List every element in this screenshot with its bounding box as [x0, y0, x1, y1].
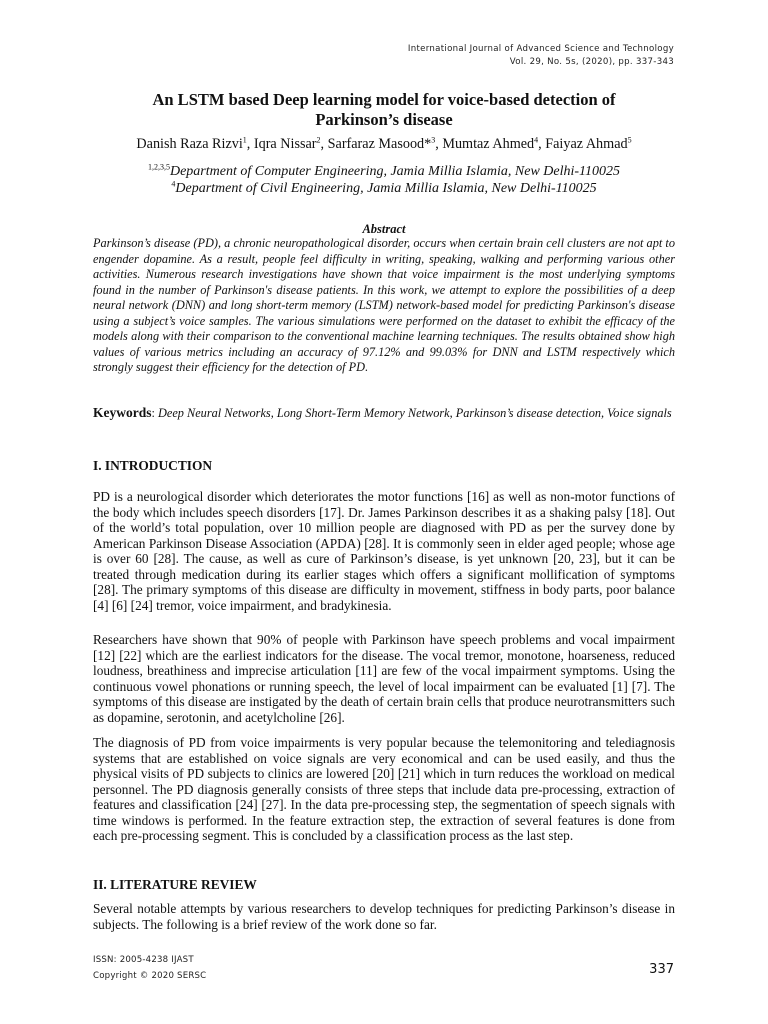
affiliation-text: Department of Civil Engineering, Jamia Millia Islamia, New Delhi-110025 — [175, 181, 597, 196]
literature-paragraph-1: Several notable attempts by various researchers to develop techniques for predicting Parkinson’s disease in subjects. The following is a brief review of the work done so far. — [93, 901, 675, 932]
title-line-1: An LSTM based Deep learning model for voice-based detection of — [152, 90, 616, 109]
affiliation-text: Department of Computer Engineering, Jamia Millia Islamia, New Delhi-110025 — [169, 164, 621, 179]
intro-paragraph-2: Researchers have shown that 90% of people with Parkinson have speech problems and vocal impairment [12] [22] which are the earliest indicators for the disease. The vocal tremor, monotone, hoarseness, reduced loudness, breathiness and imprecise articulation [11] are few of the vocal impairment symptoms. Using the continuous vowel phonations or running speech, the level of local impairment can be evaluated [1] [7]. The symptoms of this disease are instigated by the death of certain brain cells that produce neurotransmitters such as dopamine, serotonin, and acetylcholine [26]. — [93, 632, 675, 725]
issn: ISSN: 2005-4238 IJAST — [93, 955, 194, 965]
title-line-2: Parkinson’s disease — [315, 110, 453, 129]
volume-info: Vol. 29, No. 5s, (2020), pp. 337-343 — [509, 57, 674, 67]
page-number: 337 — [649, 962, 674, 977]
affiliation-2 — [92, 180, 676, 197]
author-name: Faiyaz Ahmad — [545, 136, 628, 152]
page-footer — [93, 952, 206, 984]
journal-header — [408, 43, 674, 69]
copyright: Copyright © 2020 SERSC — [93, 971, 207, 981]
abstract-body: Parkinson’s disease (PD), a chronic neuropathological disorder, occurs when certain brain cell clusters are not apt to engender dopamine. As a result, people feel difficulty in writing, speaking, walking and performing various other activities. Numerous research investigations have shown that voice impairment is the most underlying symptoms found in the number of Parkinson's disease patients. In this work, we attempt to explore the possibilities of a deep neural network (DNN) and long short-term memory (LSTM) network-based model for predicting Parkinson's disease using a subject’s voice samples. The various simulations were performed on the dataset to exhibit the efficacy of the models along with their comparison to the conventional machine learning techniques. The results obtained show high values of various metrics including an accuracy of 97.12% and 99.03% for DNN and LSTM respectively which strongly suggest their efficiency for the detection of PD. — [93, 236, 675, 374]
journal-name: International Journal of Advanced Science and Technology — [407, 44, 674, 54]
affiliation-1 — [92, 163, 676, 180]
author-sup: 1 — [242, 135, 247, 145]
paper-title — [92, 90, 676, 130]
affiliation-sup: 1,2,3,5 — [147, 162, 170, 172]
author-sup: 3 — [431, 135, 436, 145]
keywords: Keywords: Deep Neural Networks, Long Short-Term Memory Network, Parkinson’s disease detection, Voice signals — [93, 405, 672, 420]
author-sup: 4 — [534, 135, 539, 145]
author-name: Mumtaz Ahmed — [442, 136, 535, 152]
section-heading-literature-review: II. LITERATURE REVIEW — [93, 877, 257, 892]
intro-paragraph-3: The diagnosis of PD from voice impairments is very popular because the telemonitoring and telediagnosis systems that are established on voice signals are very economical and can be used easily, and thus the physical visits of PD subjects to clinics are lowered [20] [21] which in turn reduces the workload on medical personnel. The PD diagnosis generally consists of three steps that include data pre-processing, extraction of features and classification [24] [27]. In the data pre-processing step, the segmentation of speech signals with time windows is performed. In the feature extraction step, the extraction of several features is done from each pre-processing segment. This is concluded by a classification process as the last step. — [93, 735, 675, 843]
author-list: Danish Raza Rizvi$^1$, Iqra Nissar$^2$, Sarfaraz Masood*$^3$, Mumtaz Ahmed$^4$, Faiyaz Ahmad$^5$ — [136, 135, 632, 152]
author-name: Danish Raza Rizvi — [136, 136, 243, 152]
author-name: Sarfaraz Masood* — [327, 136, 432, 152]
author-sup: 5 — [627, 135, 632, 145]
abstract-heading: Abstract — [362, 222, 406, 236]
keywords-text: Deep Neural Networks, Long Short-Term Memory Network, Parkinson’s disease detection, Voice signals — [158, 406, 672, 420]
affiliations — [92, 163, 676, 197]
author-name: Iqra Nissar — [253, 136, 317, 152]
keywords-label: Keywords — [93, 405, 152, 420]
intro-paragraph-1: PD is a neurological disorder which deteriorates the motor functions [16] as well as non-motor functions of the body which includes speech disorders [17]. Dr. James Parkinson describes it as a shaking palsy [18]. Out of the world’s total population, over 10 million people are diagnosed with PD as per the survey done by American Parkinson Disease Association (APDA) [28]. It is commonly seen in elder aged people; whose age is over 60 [28]. The cause, as well as cure of Parkinson’s disease, is yet unknown [20, 23], but it can be treated through medication during its earlier stages which offers a significant mollification of symptoms [28]. The primary symptoms of this disease are difficulty in movement, stiffness in body parts, poor balance [4] [6] [24] tremor, voice impairment, and bradykinesia. — [93, 489, 675, 613]
affiliation-sup: 4 — [171, 179, 176, 189]
section-heading-introduction: I. INTRODUCTION — [93, 458, 213, 473]
author-sup: 2 — [316, 135, 321, 145]
